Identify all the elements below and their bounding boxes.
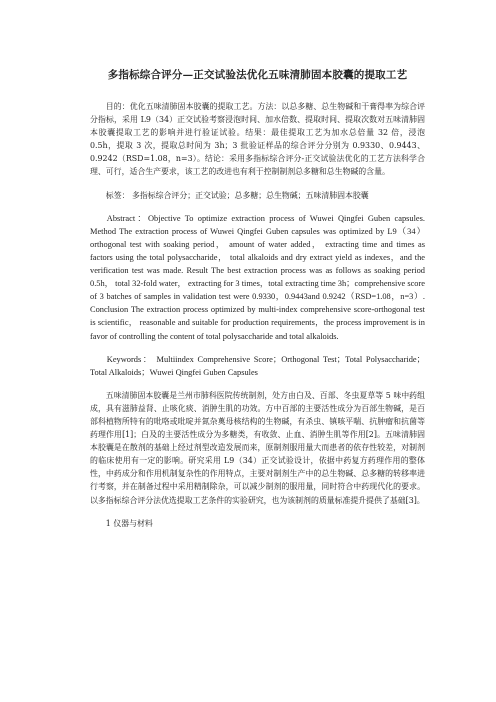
abstract-chinese: 目的：优化五味清肺固本胶囊的提取工艺。方法：以总多糖、总生物碱和干膏得率为综合评分指标，采用 L9（34）正交试验考察浸泡时间、加水倍数、提取时间、提取次数对五味清肺固本胶囊提取工艺的影响并进行验证试验。结果：最佳提取工艺为加水总倍量 32 倍，浸泡 0.5h，提取 3 次，提取总时间为 3h；3 批验证样品的综合评分分别为 0.9330、0.9443、0.9242（RSD=1.08，n=3）。结论：采用多指标综合评分-正交试验法优化的工艺方法科学合理、可行，适合生产要求，该工艺的改进也有利于控制制剂总多糖和总生物碱的含量。 bbox=[90, 102, 425, 177]
keywords-english: Keywords： Multiindex Comprehensive Score；Orthogonal Test；Total Polysaccharide；Total Alkaloids；Wuwei Qingfei Guben Capsules bbox=[90, 354, 425, 377]
introduction-paragraph: 五味清肺固本胶囊是兰州市肺科医院传统制剂，处方由白及、百部、冬虫夏草等 5 味中药组成，具有滋肺益肾、止咳化痰、消肿生肌的功效。方中百部的主要活性成分为百部生物碱，是百部科植物所特有的吡咯或吡啶并氮杂薁母核结构的生物碱，有杀虫、镇咳平喘、抗肿瘤和抗菌等药理作用[1]；白及的主要活性成分为多糖类，有收敛、止血、消肿生肌等作用[2]。五味清肺固本胶囊是在散剂的基础上经过剂型改造发展而来，原制剂服用量大而患者的依存性较差，对制剂的临床使用有一定的影响。研究采用 L9（34）正交试验设计，依据中药复方药理作用的整体性，中药成分和作用机制复杂性的作用特点，主要对制剂生产中的总生物碱、总多糖的转移率进行考察，并在制备过程中采用精制除杂，可以减少制剂的服用量，同时符合中药现代化的要求。以多指标综合评分法优选提取工艺条件的实验研究，也为该制剂的质量标准提升提供了基础[3]。 bbox=[90, 390, 425, 505]
abstract-english: Abstract：Objective To optimize extraction process of Wuwei Qingfei Guben capsules. Method The extraction process of Wuwei Qingfei Guben capsules was optimized by L9（34） orthogonal test with soaking period， amount of water added， extracting time and times as factors using the total polysaccharide， total alkaloids and dry extract yield as indexes，and the verification test was made. Result The best extraction process was as follows as soaking period 0.5h， total 32-fold water， extracting for 3 times，total extracting time 3h；comprehensive score of 3 batches of samples in validation test were 0.9330，0.9443and 0.9242（RSD=1.08，n=3）. Conclusion The extraction process optimized by multi-index comprehensive score-orthogonal test is scientific， reasonable and suitable for production requirements，the process improvement is in favor of controlling the content of total polysaccharide and total alkaloids. bbox=[90, 213, 425, 341]
paper-title: 多指标综合评分—正交试验法优化五味清肺固本胶囊的提取工艺 bbox=[107, 69, 408, 81]
section-heading: 1 仪器与材料 bbox=[105, 518, 153, 528]
keywords-chinese: 标签： 多指标综合评分；正交试验；总多糖；总生物碱；五味清肺固本胶囊 bbox=[105, 190, 369, 200]
